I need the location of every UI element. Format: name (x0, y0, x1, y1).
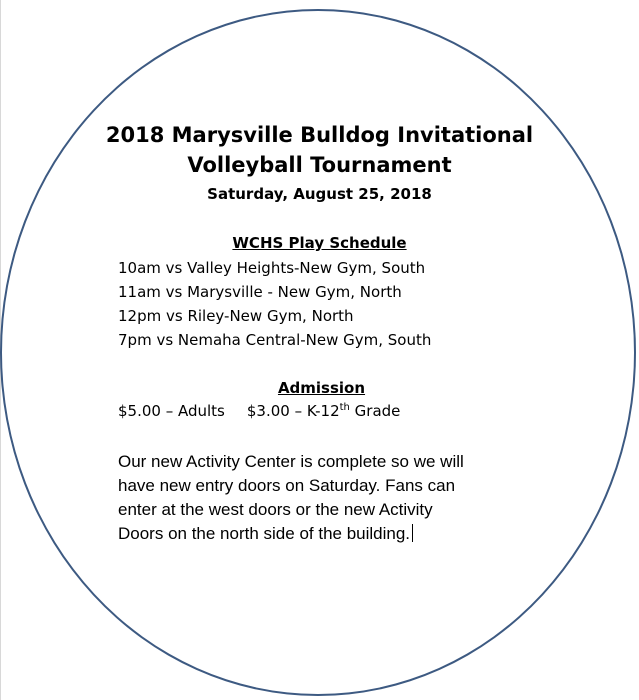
adult-price: $5.00 – Adults (118, 402, 225, 420)
note-line: have new entry doors on Saturday. Fans can (118, 476, 456, 495)
schedule-item: 10am vs Valley Heights-New Gym, South (118, 259, 426, 277)
student-price (247, 402, 401, 420)
student-price-prefix: $3.00 – K-12 (246, 402, 340, 420)
schedule-item: 11am vs Marysville - New Gym, North (118, 283, 402, 301)
oval-border (0, 9, 636, 696)
admission-prices (118, 400, 400, 422)
admission-heading: Admission (277, 379, 366, 397)
text-cursor (412, 524, 413, 542)
event-date: Saturday, August 25, 2018 (207, 185, 432, 203)
note-line: enter at the west doors or the new Activity (118, 500, 433, 519)
student-price-suffix: Grade (349, 402, 401, 420)
schedule-item: 12pm vs Riley-New Gym, North (118, 307, 354, 325)
schedule-item: 7pm vs Nemaha Central-New Gym, South (118, 331, 432, 349)
title-line-1: 2018 Marysville Bulldog Invitational (105, 123, 534, 147)
activity-center-note[interactable] (118, 450, 518, 546)
note-line-text: Doors on the north side of the building. (118, 524, 411, 543)
title-line-2: Volleyball Tournament (187, 153, 452, 177)
schedule-list (118, 256, 431, 352)
note-line: Our new Activity Center is complete so we will (118, 452, 464, 471)
student-price-sup: th (339, 402, 350, 413)
note-line-last (118, 522, 518, 546)
schedule-heading: WCHS Play Schedule (232, 234, 407, 252)
